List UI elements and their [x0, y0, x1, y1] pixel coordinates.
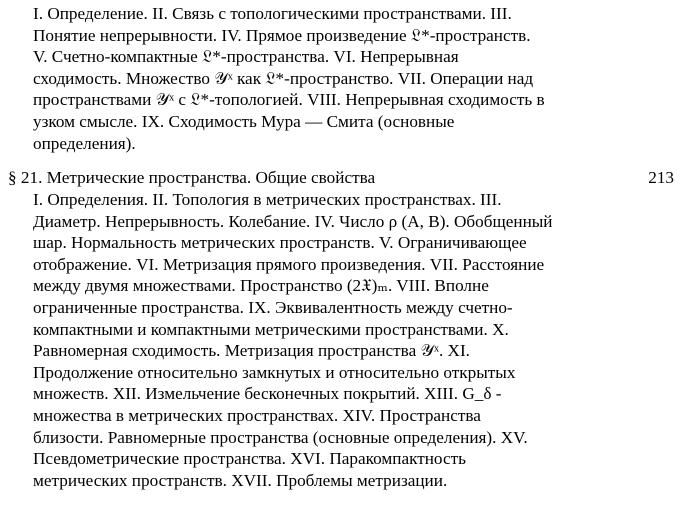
section-title: § 21. Метрические пространства. Общие свойства	[8, 168, 376, 187]
toc-line: множеств. XII. Измельчение бесконечных покрытий. XIII. G_δ -	[33, 384, 502, 404]
section-21-contents	[33, 189, 645, 491]
toc-line: ограниченные пространства. IX. Эквивалентность между счетно-	[33, 297, 513, 317]
toc-line: I. Определение. II. Связь с топологическими пространствами. III.	[33, 4, 512, 23]
section-21-heading	[8, 167, 674, 189]
toc-line: V. Счетно-компактные 𝔏*-пространства. VI. Непрерывная	[33, 47, 459, 67]
toc-line: близости. Равномерные пространства (основные определения). XV.	[33, 427, 528, 447]
toc-line: шар. Нормальность метрических пространств. V. Ограничивающее	[33, 233, 527, 253]
toc-line: метрических пространств. XVII. Проблемы метризации.	[33, 470, 448, 490]
toc-line: Продолжение относительно замкнутых и относительно открытых	[33, 362, 516, 382]
toc-line: I. Определения. II. Топология в метрических пространствах. III.	[33, 190, 502, 209]
toc-line: узком смысле. IX. Сходимость Мура — Смита (основные	[33, 111, 455, 131]
toc-line: определения).	[33, 133, 136, 153]
toc-line: пространствами 𝒴ˣ с 𝔏*-топологией. VIII. Непрерывная сходимость в	[33, 90, 545, 110]
previous-section-contents	[33, 3, 645, 154]
section-page-number: 213	[648, 168, 674, 187]
toc-line: сходимость. Множество 𝒴ˣ как 𝔏*-пространство. VII. Операции над	[33, 68, 534, 88]
toc-line: Равномерная сходимость. Метризация пространства 𝒴ˣ. XI.	[33, 341, 470, 361]
toc-line: между двумя множествами. Пространство (2𝔛)ₘ. VIII. Вполне	[33, 276, 489, 296]
toc-line: множества в метрических пространствах. XIV. Пространства	[33, 405, 481, 425]
toc-line: Псевдометрические пространства. XVI. Паракомпактность	[33, 449, 466, 469]
toc-line: Понятие непрерывности. IV. Прямое произведение 𝔏*-пространств.	[33, 25, 531, 45]
toc-line: Диаметр. Непрерывность. Колебание. IV. Число ρ (A, B). Обобщенный	[33, 211, 553, 231]
toc-line: отображение. VI. Метризация прямого произведения. VII. Расстояние	[33, 254, 545, 274]
toc-line: компактными и компактными метрическими пространствами. X.	[33, 319, 509, 339]
